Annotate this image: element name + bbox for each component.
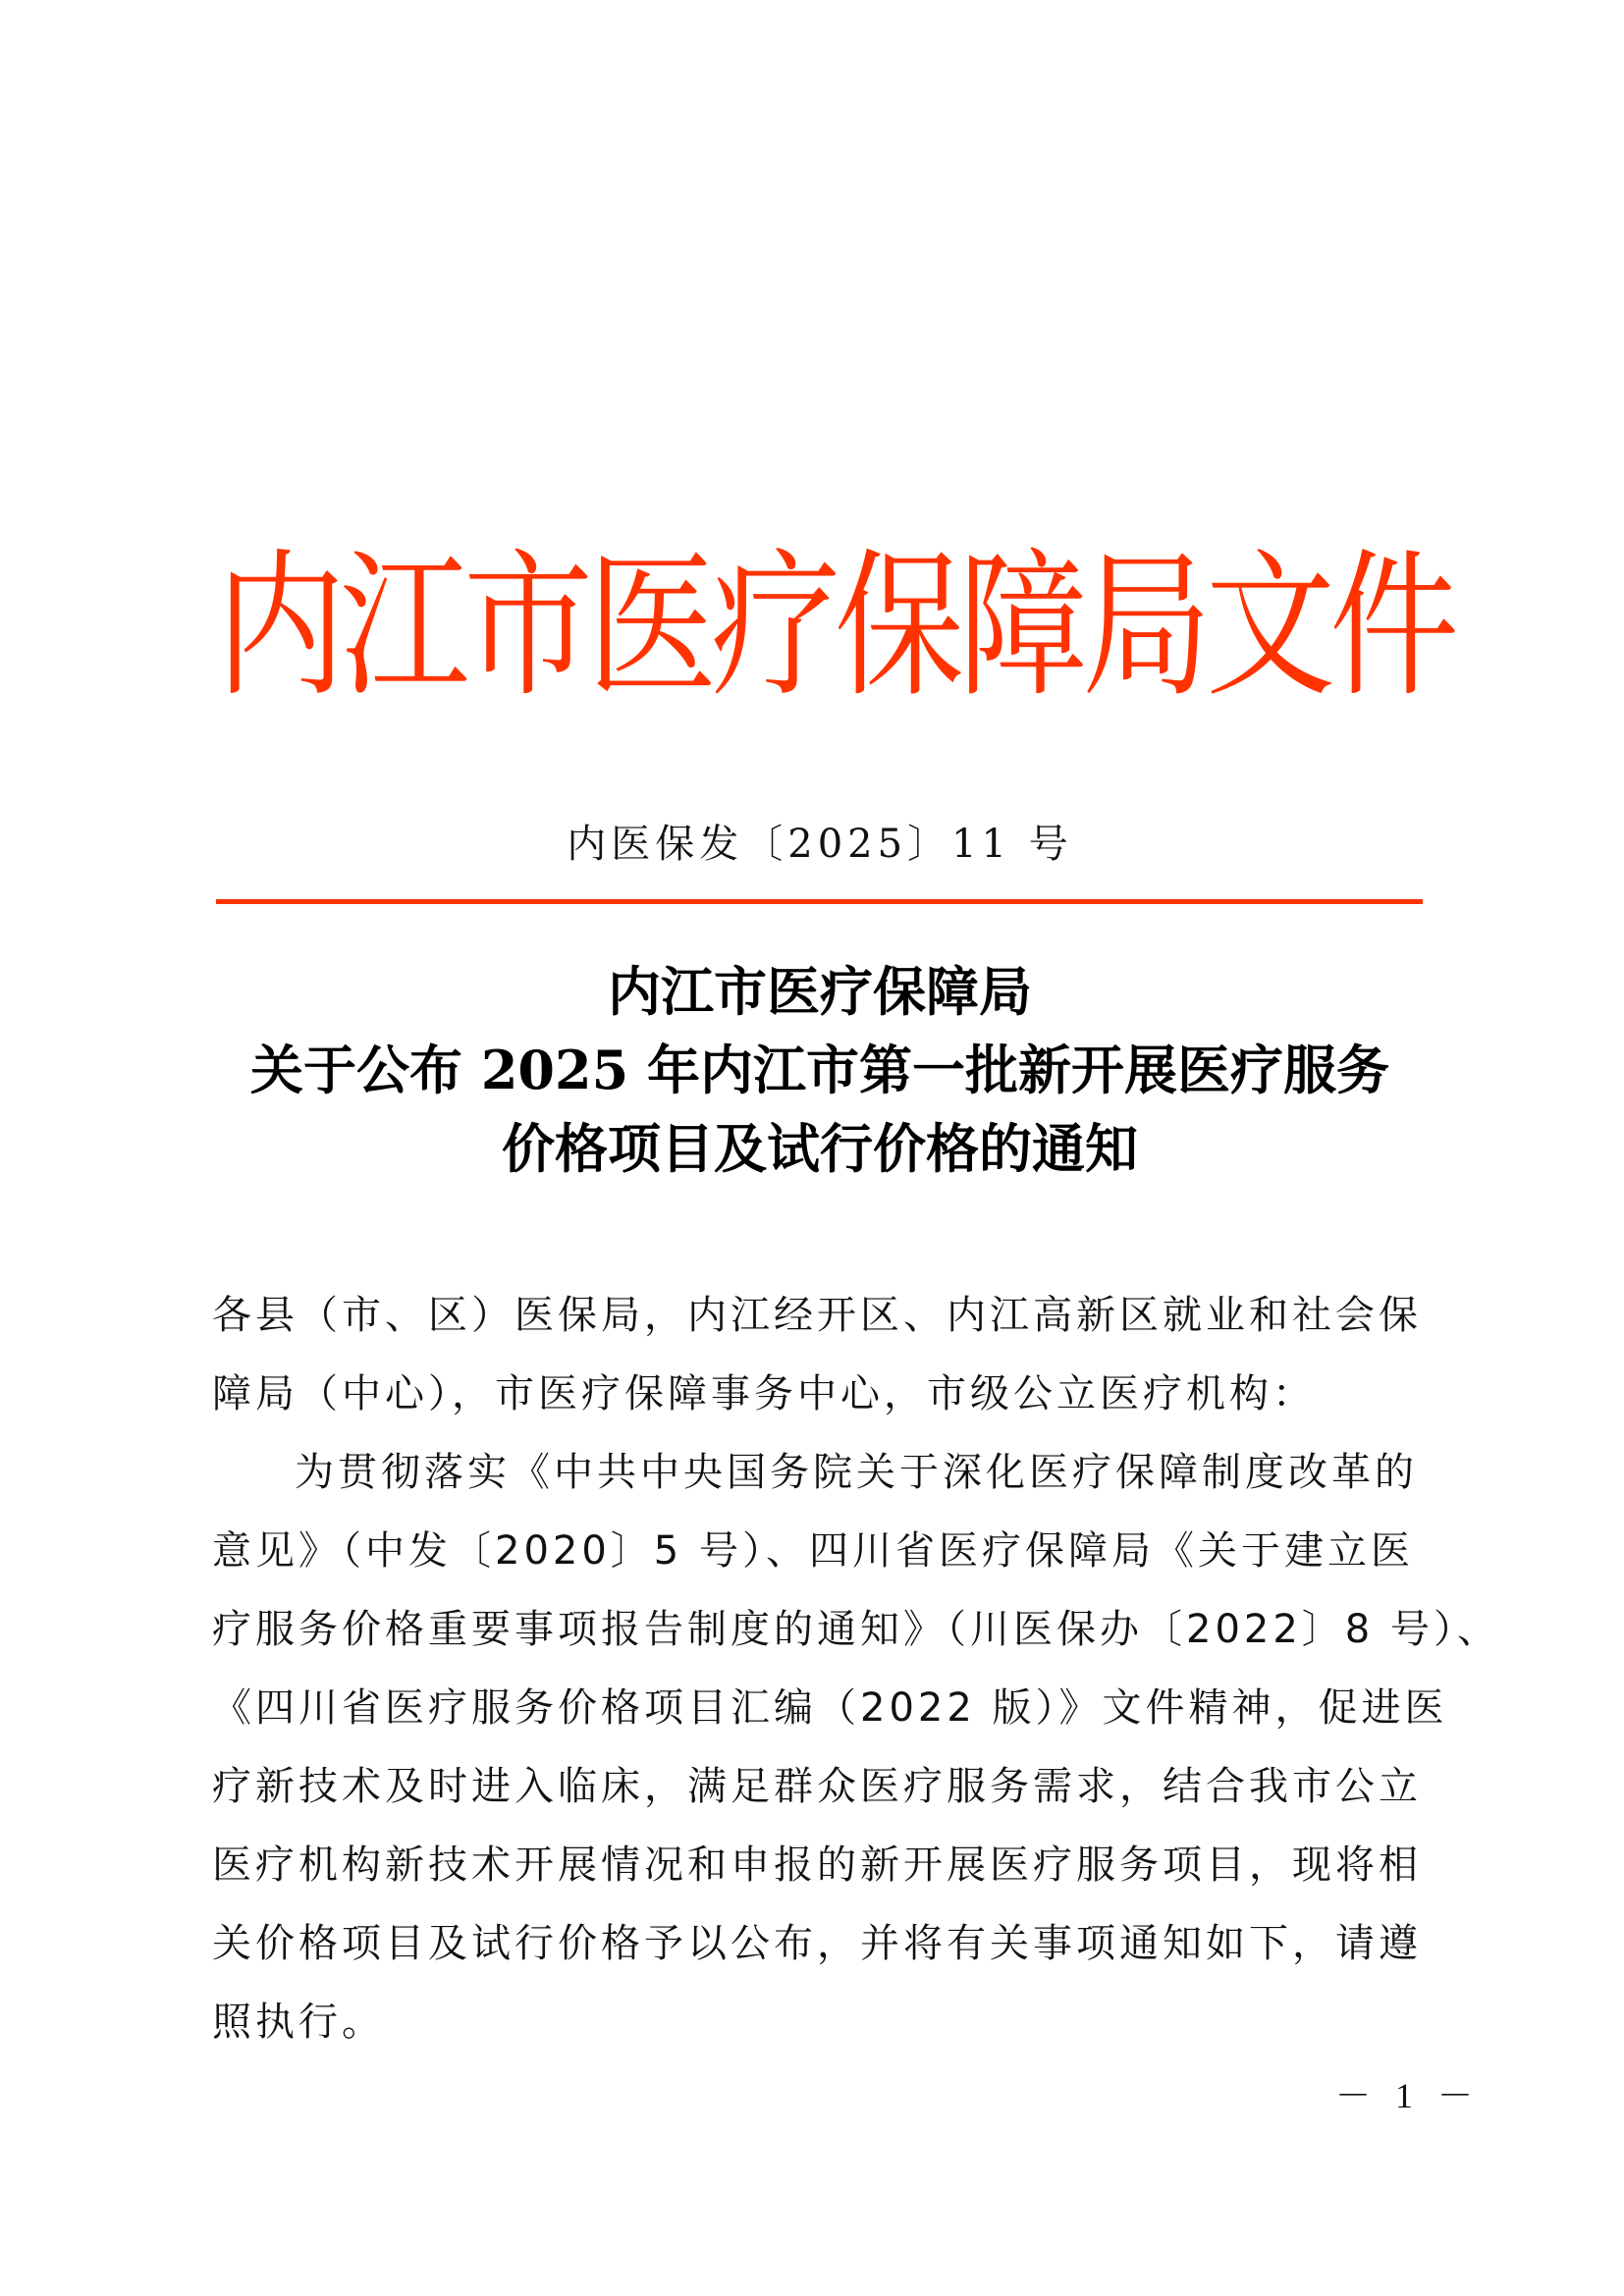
title-line-subject: 关于公布 2025 年内江市第一批新开展医疗服务: [250, 1039, 1389, 1101]
paragraph-line: 疗服务价格重要事项报告制度的通知》（川医保办〔2022〕8 号）、: [212, 1607, 1500, 1652]
document-body: [212, 1276, 1500, 2061]
addressee-line: 各县（市、区）医保局，内江经开区、内江高新区就业和社会保: [212, 1293, 1422, 1338]
paragraph-line: 关价格项目及试行价格予以公布，并将有关事项通知如下，请遵: [212, 1921, 1422, 1966]
red-divider-rule: [216, 899, 1423, 904]
paragraph-line: 《四川省医疗服务价格项目汇编（2022 版）》文件精神，促进医: [212, 1685, 1448, 1731]
title-line-issuer: 内江市医疗保障局: [608, 960, 1032, 1023]
title-line-subject-cont: 价格项目及试行价格的通知: [502, 1117, 1138, 1180]
document-number: 内医保发〔2025〕11 号: [567, 822, 1073, 867]
masthead-title: 内江市医疗保障局文件: [216, 534, 1453, 720]
paragraph-line: 照执行。: [212, 2000, 385, 2045]
addressee-line: 障局（中心），市医疗保障事务中心，市级公立医疗机构：: [212, 1371, 1316, 1416]
paragraph-line: 疗新技术及时进入临床，满足群众医疗服务需求，结合我市公立: [212, 1764, 1422, 1809]
page-number: － 1 －: [1335, 2076, 1482, 2115]
paragraph-line: 医疗机构新技术开展情况和申报的新开展医疗服务项目，现将相: [212, 1842, 1422, 1888]
paragraph-line: 意见》（中发〔2020〕5 号）、四川省医疗保障局《关于建立医: [212, 1528, 1414, 1574]
document-title: [196, 952, 1443, 1188]
paragraph-line: 为贯彻落实《中共中央国务院关于深化医疗保障制度改革的: [295, 1450, 1418, 1495]
